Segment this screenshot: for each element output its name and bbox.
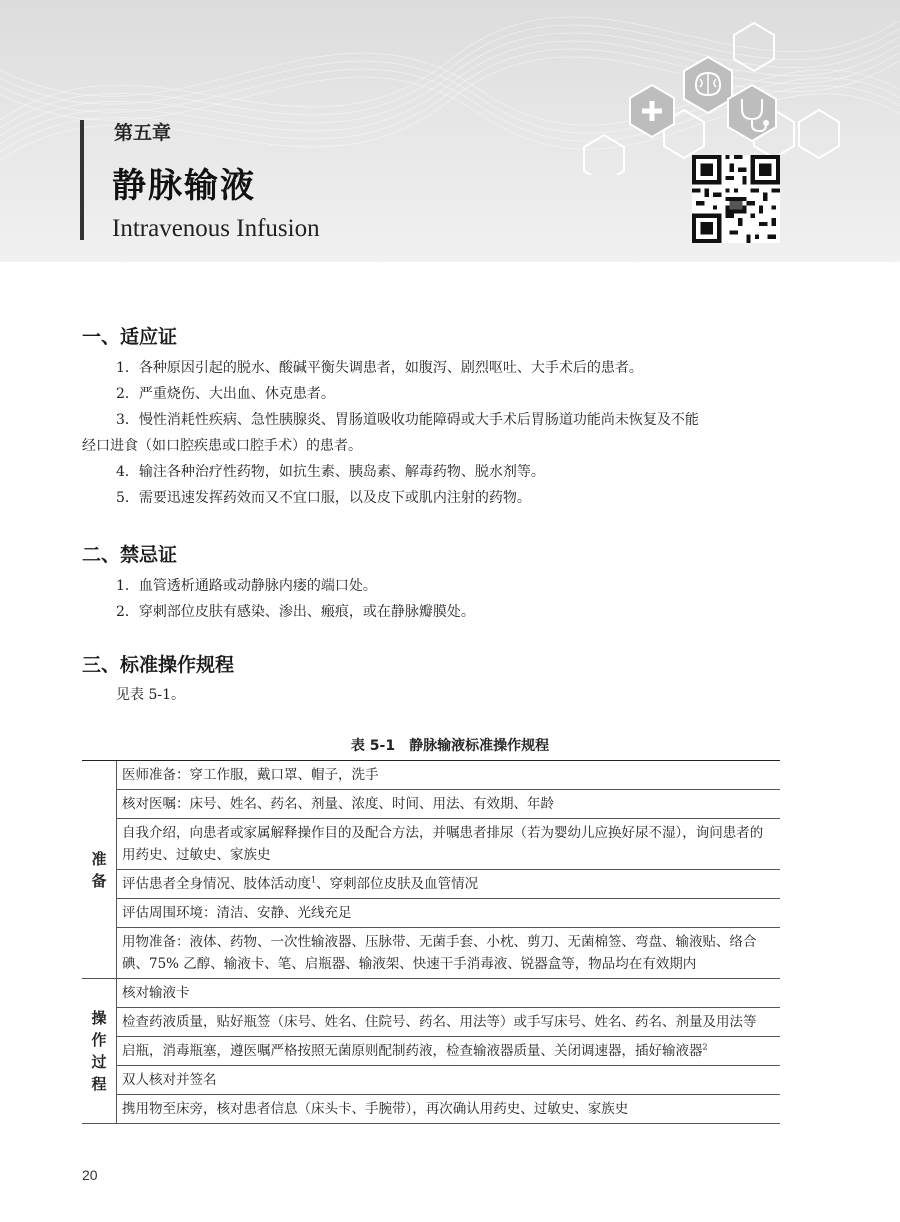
- table-row: [82, 819, 780, 870]
- table-row: [82, 870, 780, 899]
- procedure-table: [82, 760, 780, 1124]
- table-cell: 自我介绍，向患者或家属解释操作目的及配合方法，并嘱患者排尿（若为婴幼儿应换好尿不湿），询问患者的用药史、过敏史、家族史: [117, 819, 781, 870]
- table-cell: 核对输液卡: [117, 979, 781, 1008]
- table-row: [82, 979, 780, 1008]
- list-item: 3．慢性消耗性疾病、急性胰腺炎、胃肠道吸收功能障碍或大手术后胃肠道功能尚未恢复及不能: [116, 412, 699, 428]
- stethoscope-icon: [728, 85, 776, 141]
- stage-preparation: 准 备: [82, 761, 117, 979]
- table-row: [82, 928, 780, 979]
- table-row: [82, 1037, 780, 1066]
- table-reference-text: 见表 5-1。: [116, 687, 185, 703]
- list-item: 5．需要迅速发挥药效而又不宜口服，以及皮下或肌内注射的药物。: [116, 490, 531, 506]
- list-item: 2．穿刺部位皮肤有感染、渗出、瘢痕，或在静脉瓣膜处。: [116, 604, 475, 620]
- table-cell: 启瓶，消毒瓶塞，遵医嘱严格按照无菌原则配制药液，检查输液器质量、关闭调速器，插好输液器$^2$: [117, 1037, 781, 1066]
- footnote-marker: 2: [702, 1042, 708, 1052]
- table-row: [82, 1095, 780, 1124]
- page-number: 20: [82, 1167, 98, 1183]
- list-item: 4．输注各种治疗性药物，如抗生素、胰岛素、解毒药物、脱水剂等。: [116, 464, 545, 480]
- section-heading-contraindications: 二、禁忌证: [82, 544, 178, 566]
- list-item: 1．各种原因引起的脱水、酸碱平衡失调患者，如腹泻、剧烈呕吐、大手术后的患者。: [116, 360, 643, 376]
- table-row: [82, 1008, 780, 1037]
- list-item: 2．严重烧伤、大出血、休克患者。: [116, 386, 335, 402]
- plus-icon: [630, 85, 674, 137]
- section-heading-indications: 一、适应证: [82, 326, 178, 348]
- title-accent-bar: [80, 120, 84, 240]
- table-cell: 检查药液质量，贴好瓶签（床号、姓名、住院号、药名、用法等）或手写床号、姓名、药名、剂量及用法等: [117, 1008, 781, 1037]
- chapter-title-chinese: 静脉输液: [112, 166, 256, 206]
- table-cell: 核对医嘱：床号、姓名、药名、剂量、浓度、时间、用法、有效期、年龄: [117, 790, 781, 819]
- table-cell: 用物准备：液体、药物、一次性输液器、压脉带、无菌手套、小枕、剪刀、无菌棉签、弯盘、输液贴、络合碘、75% 乙醇、输液卡、笔、启瓶器、输液架、快速干手消毒液、锐器盒等，物品均在有效期内: [117, 928, 781, 979]
- table-row: [82, 1066, 780, 1095]
- chapter-header: [0, 0, 900, 262]
- chapter-title-english: Intravenous Infusion: [112, 215, 320, 242]
- qr-code: [692, 155, 780, 243]
- section-heading-procedure: 三、标准操作规程: [82, 654, 235, 676]
- brain-icon: [684, 57, 732, 113]
- table-caption: 表 5-1 静脉输液标准操作规程: [350, 738, 550, 754]
- table-cell: 评估周围环境：清洁、安静、光线充足: [117, 899, 781, 928]
- stage-operation: 操 作 过 程: [82, 979, 117, 1124]
- chapter-label: 第五章: [114, 122, 172, 144]
- table-cell: 携用物至床旁，核对患者信息（床头卡、手腕带），再次确认用药史、过敏史、家族史: [117, 1095, 781, 1124]
- list-item: 1．血管透析通路或动静脉内瘘的端口处。: [116, 578, 377, 594]
- table-row: [82, 790, 780, 819]
- table-cell: 评估患者全身情况、肢体活动度$^1$、穿刺部位皮肤及血管情况: [117, 870, 781, 899]
- table-cell: 医师准备：穿工作服，戴口罩、帽子，洗手: [117, 761, 781, 790]
- table-cell: 双人核对并签名: [117, 1066, 781, 1095]
- footnote-marker: 1: [311, 875, 317, 885]
- table-row: [82, 899, 780, 928]
- list-item-continuation: 经口进食（如口腔疾患或口腔手术）的患者。: [82, 438, 362, 454]
- medical-hexagon-decoration: [560, 15, 860, 175]
- table-row: [82, 761, 780, 790]
